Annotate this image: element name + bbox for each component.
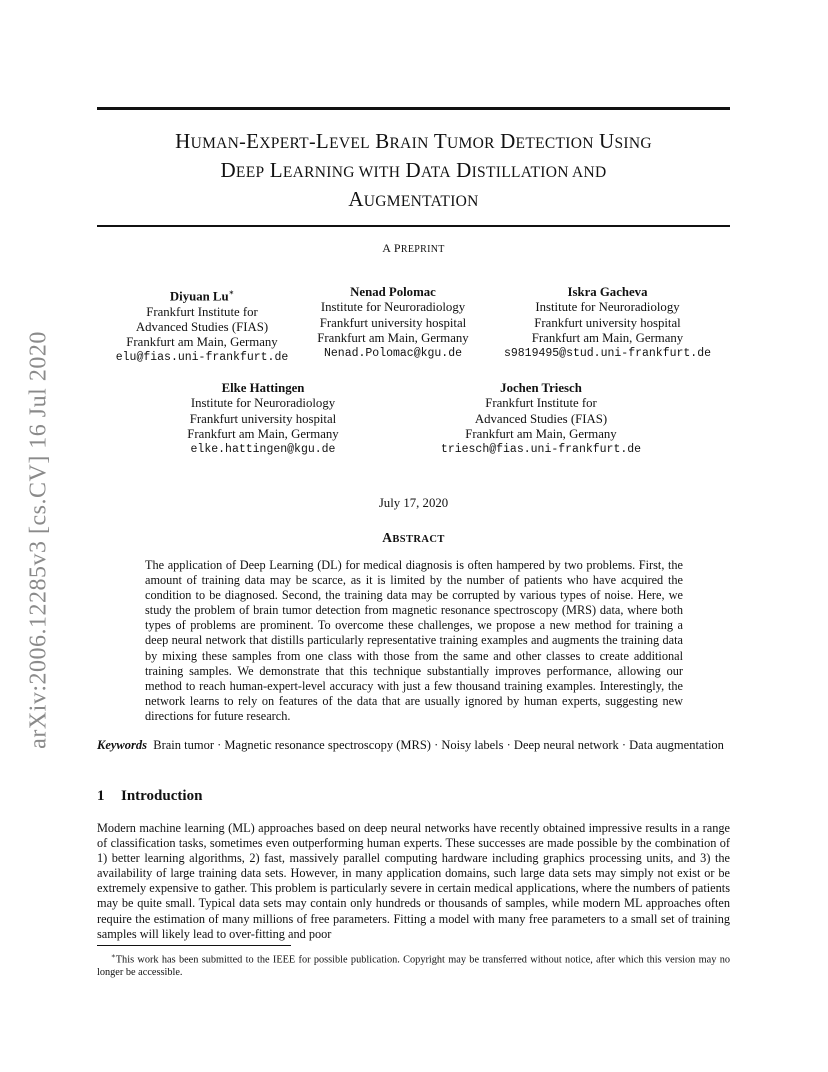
- title-initial: T: [433, 129, 448, 153]
- author-name: Elke Hattingen: [221, 381, 305, 395]
- title-initial: A: [348, 187, 364, 211]
- arxiv-side-stamp: arXiv:2006.12285v3 [cs.CV] 16 Jul 2020: [25, 331, 52, 749]
- title-initial: L: [315, 129, 330, 153]
- title-initial: D: [405, 158, 422, 182]
- title-smallcaps: UGMENTATION: [363, 193, 479, 210]
- title-initial: H: [175, 129, 191, 153]
- abstract-heading: [97, 530, 730, 546]
- author-affiliation-line: Advanced Studies (FIAS): [135, 319, 269, 334]
- preprint-a: A: [382, 241, 391, 255]
- author-email[interactable]: Nenad.Polomac@kgu.de: [323, 347, 463, 361]
- author-name: Diyuan Lu∗: [169, 288, 235, 304]
- author-name: Iskra Gacheva: [567, 285, 648, 299]
- title-line-3: [97, 186, 730, 215]
- author-affiliation-line: Frankfurt university hospital: [319, 315, 467, 330]
- author-email[interactable]: s9819495@stud.uni-frankfurt.de: [503, 347, 712, 361]
- preprint-rest: REPRINT: [400, 244, 445, 255]
- keywords-list: Brain tumor · Magnetic resonance spectroscopy (MRS) · Noisy labels · Deep neural network · Data augmentation: [153, 738, 724, 752]
- author-email[interactable]: elu@fias.uni-frankfurt.de: [115, 351, 289, 365]
- title-smallcaps: EARNING WITH: [282, 164, 401, 181]
- title-smallcaps: ETECTION: [515, 135, 594, 152]
- author-affiliation-line: Frankfurt am Main, Germany: [187, 426, 339, 441]
- title-smallcaps: ISTILLATION AND: [471, 164, 607, 181]
- abstract-heading-initial: A: [382, 530, 393, 545]
- author-affiliation-line: Institute for Neuroradiology: [535, 300, 680, 315]
- footnote-rule: [97, 945, 291, 946]
- author-affiliation-line: Frankfurt Institute for: [146, 304, 258, 319]
- author-name: Nenad Polomac: [350, 285, 436, 299]
- keywords: [97, 738, 730, 753]
- section-title: Introduction: [121, 788, 203, 804]
- title-line-2: [97, 157, 730, 186]
- title-line-1: HUMAN-EXPERT-LEVEL BRAIN TUMOR DETECTION USING: [175, 129, 652, 153]
- title-smallcaps: UMAN: [190, 135, 240, 152]
- footnote: [97, 950, 730, 979]
- author-affiliation-line: Institute for Neuroradiology: [190, 396, 336, 411]
- author-affiliation-line: Advanced Studies (FIAS): [474, 411, 608, 426]
- section-heading-introduction: [97, 788, 202, 805]
- author-affiliation-line: Frankfurt Institute for: [485, 396, 597, 411]
- author-affiliation-line: Frankfurt university hospital: [189, 411, 337, 426]
- author-affiliation-line: Frankfurt am Main, Germany: [465, 426, 617, 441]
- author-affiliation-line: Frankfurt am Main, Germany: [317, 330, 469, 345]
- footnote-mark: ∗: [111, 952, 116, 960]
- author-block: [288, 285, 498, 361]
- author-email[interactable]: triesch@fias.uni-frankfurt.de: [440, 443, 642, 457]
- title-initial: D: [220, 158, 236, 182]
- preprint-label: [97, 241, 730, 256]
- author-affiliation-line: Frankfurt am Main, Germany: [531, 330, 684, 345]
- title-initial: D: [456, 158, 472, 182]
- author-footnote-mark: ∗: [228, 288, 235, 297]
- author-block: [485, 285, 730, 361]
- author-name: Jochen Triesch: [500, 381, 582, 395]
- title-smallcaps: SING: [614, 135, 652, 152]
- title-initial: E: [246, 129, 260, 153]
- author-block: [97, 285, 307, 366]
- author-affiliation-line: Frankfurt university hospital: [534, 315, 681, 330]
- paper-date: July 17, 2020: [378, 496, 449, 510]
- author-block: [158, 381, 368, 457]
- author-affiliation-line: Institute for Neuroradiology: [320, 300, 466, 315]
- title-smallcaps: ATA: [421, 164, 451, 181]
- title-smallcaps: EEP: [235, 164, 265, 181]
- title-smallcaps: UMOR: [447, 135, 495, 152]
- title-initial: D: [500, 129, 516, 153]
- title-initial: U: [599, 129, 615, 153]
- introduction-text: Modern machine learning (ML) approaches based on deep neural networks have recently obtained impressive results in a range of classification tasks, sometimes even outperforming human experts. These successes are made possible by the combination of 1) better learning algorithms, 2) fast, massively parallel computing hardware including graphics processing units, and 3) the availability of large training data sets. However, in many application domains, such large data sets may simply not exist or be extremely expensive to gather. This problem is particularly severe in certain medical applications, where the numbers of patients may be quite small. Typical data sets may contain only hundreds or thousands of samples, while modern ML approaches often require the estimation of many millions of free parameters. Fitting a model with many free parameters to a small set of training samples will likely lead to over-fitting and poor: [97, 821, 730, 941]
- section-number: 1: [97, 788, 105, 804]
- abstract-text: The application of Deep Learning (DL) for medical diagnosis is often hampered by two problems. First, the amount of training data may be scarce, as it is limited by the number of patients who have acquired the condition to be diagnosed. Second, the training data may be corrupted by various types of noise. Here, we study the problem of brain tumor detection from magnetic resonance spectroscopy (MRS) data, where both types of problems are prominent. To overcome these challenges, we propose a new method for training a deep neural network that distills particularly representative training examples and augments the training data by mixing these samples from one class with those from the same and other classes to create additional training samples. We demonstrate that this technique substantially improves performance, allowing our method to reach human-expert-level accuracy with just a few thousand training examples. Interestingly, the network learns to rely on features of the data that are usually ignored by human experts, suggesting new directions for future research.: [145, 558, 683, 723]
- paper-title: [97, 128, 730, 215]
- title-smallcaps: XPERT: [259, 135, 309, 152]
- author-email[interactable]: elke.hattingen@kgu.de: [190, 443, 336, 457]
- preprint-p: P: [393, 241, 401, 255]
- title-bottom-rule: [97, 225, 730, 227]
- author-block: [416, 381, 666, 457]
- abstract-heading-rest: BSTRACT: [392, 534, 445, 545]
- title-smallcaps: RAIN: [389, 135, 429, 152]
- keywords-label: Keywords: [97, 738, 147, 752]
- footnote-text: This work has been submitted to the IEEE for possible publication. Copyright may be transferred without notice, after which this version may no longer be accessible.: [97, 954, 730, 979]
- title-initial: L: [269, 158, 283, 182]
- title-initial: B: [375, 129, 390, 153]
- title-smallcaps: EVEL: [329, 135, 370, 152]
- title-top-rule: [97, 107, 730, 110]
- author-affiliation-line: Frankfurt am Main, Germany: [126, 335, 278, 350]
